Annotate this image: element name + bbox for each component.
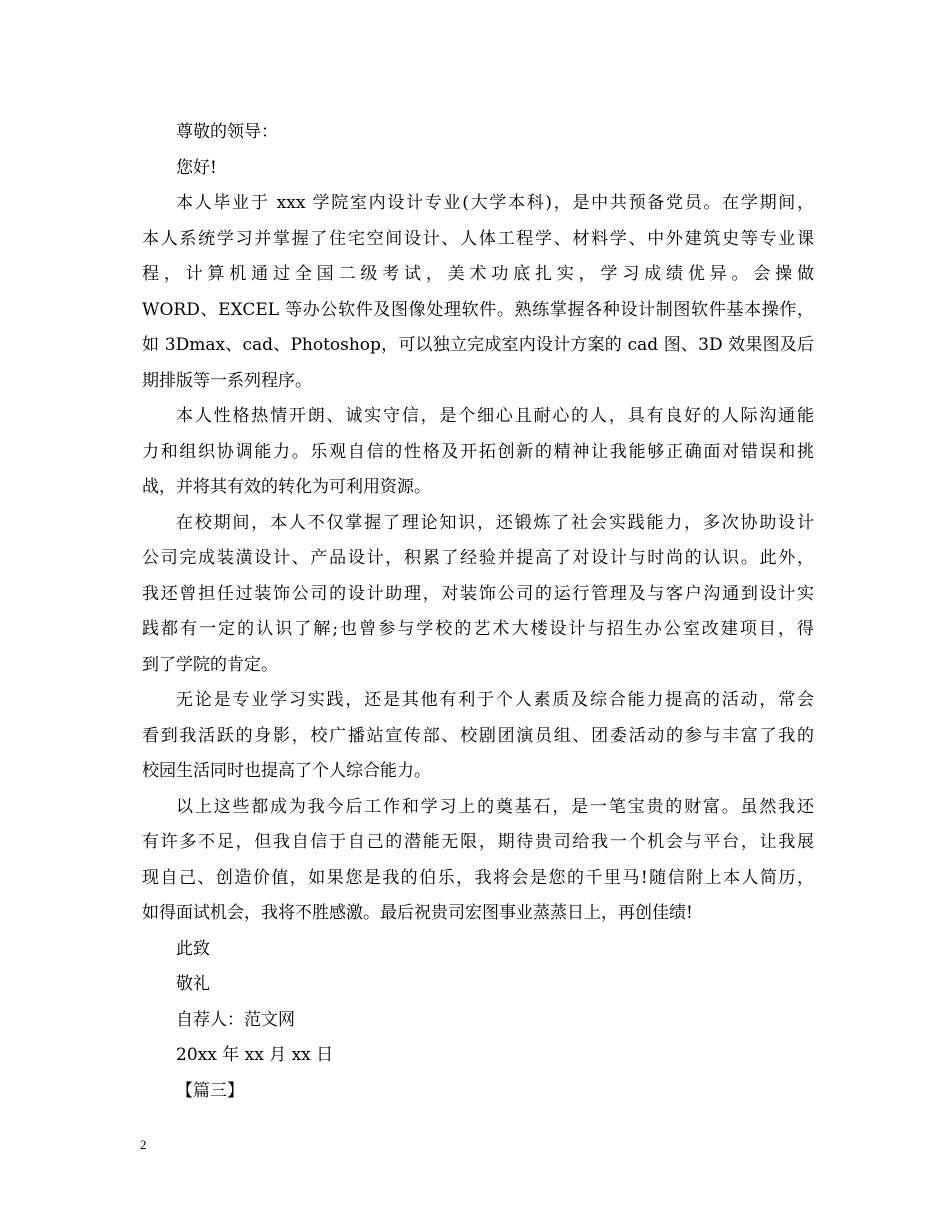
paragraph-line: 程，计算机通过全国二级考试，美术功底扎实，学习成绩优异。会操做: [142, 264, 814, 284]
paragraph-2: [142, 399, 814, 506]
closing-line-1: 此致: [176, 938, 210, 959]
paragraph-line: 我还曾担任过装饰公司的设计助理，对装饰公司的运行管理及与客户沟通到设计实: [142, 583, 814, 604]
letter-body: [142, 115, 814, 1109]
paragraph-line: 看到我活跃的身影，校广播站宣传部、校剧团演员组、团委活动的参与丰富了我的: [142, 725, 814, 746]
paragraph-3: [142, 506, 814, 684]
paragraph-line: 无论是专业学习实践，还是其他有利于个人素质及综合能力提高的活动，常会: [176, 690, 814, 710]
greeting: 您好!: [176, 157, 217, 178]
paragraph-line: 现自己、创造价值，如果您是我的伯乐，我将会是您的千里马!随信附上本人简历，: [142, 867, 814, 888]
date: 20xx 年 xx 月 xx 日: [176, 1045, 334, 1065]
paragraph-line: 践都有一定的认识了解;也曾参与学校的艺术大楼设计与招生办公室改建项目，得: [142, 619, 814, 639]
paragraph-line: 本人毕业于 xxx 学院室内设计专业(大学本科)，是中共预备党员。在学期间，: [176, 193, 814, 213]
paragraph-line: 如得面试机会，我将不胜感激。最后祝贵司宏图事业蒸蒸日上，再创佳绩!: [142, 903, 693, 923]
salutation: 尊敬的领导：: [176, 122, 278, 142]
closing-line-2: 敬礼: [176, 974, 210, 994]
paragraph-line: 期排版等一系列程序。: [142, 370, 312, 391]
paragraph-line: 战，并将其有效的转化为可利用资源。: [142, 477, 431, 497]
paragraph-1: [142, 186, 814, 399]
section-heading: 【篇三】: [176, 1080, 244, 1101]
paragraph-line: 如 3Dmax、cad、Photoshop，可以独立完成室内设计方案的 cad 图、3D 效果图及后: [142, 335, 814, 355]
page-number: 2: [140, 1137, 147, 1152]
paragraph-line: 公司完成装潢设计、产品设计，积累了经验并提高了对设计与时尚的认识。此外，: [142, 548, 814, 568]
paragraph-5: [142, 790, 814, 932]
paragraph-line: 力和组织协调能力。乐观自信的性格及开拓创新的精神让我能够正确面对错误和挑: [142, 441, 814, 462]
paragraph-4: [142, 683, 814, 790]
paragraph-line: 到了学院的肯定。: [142, 654, 278, 675]
paragraph-line: 本人系统学习并掌握了住宅空间设计、人体工程学、材料学、中外建筑史等专业课: [142, 228, 814, 249]
paragraph-line: 本人性格热情开朗、诚实守信，是个细心且耐心的人，具有良好的人际沟通能: [176, 406, 814, 426]
paragraph-line: 校园生活同时也提高了个人综合能力。: [142, 761, 431, 781]
paragraph-line: 以上这些都成为我今后工作和学习上的奠基石，是一笔宝贵的财富。虽然我还: [176, 796, 814, 817]
paragraph-line: WORD、EXCEL 等办公软件及图像处理软件。熟练掌握各种设计制图软件基本操作，: [142, 299, 814, 320]
signature: 自荐人：范文网: [176, 1009, 295, 1030]
paragraph-line: 有许多不足，但我自信于自己的潜能无限，期待贵司给我一个机会与平台，让我展: [142, 832, 814, 852]
paragraph-line: 在校期间，本人不仅掌握了理论知识，还锻炼了社会实践能力，多次协助设计: [176, 512, 814, 533]
